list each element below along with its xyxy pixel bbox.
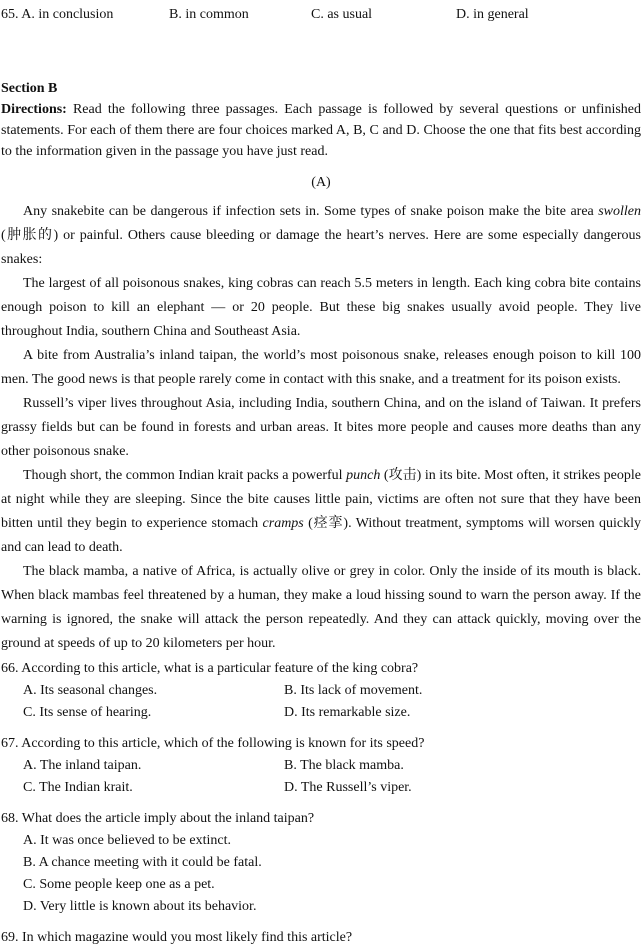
question-65-option-a: 65. A. in conclusion [1, 7, 114, 22]
question-68-options [1, 830, 641, 918]
question-67-option-d: D. The Russell’s viper. [284, 780, 412, 795]
question-65-options-row [1, 6, 641, 24]
passage-paragraph-4 [1, 392, 641, 464]
italic-term-punch: punch [346, 468, 381, 483]
passage-paragraph-5 [1, 464, 641, 560]
question-67-option-a: A. The inland taipan. [23, 758, 142, 773]
question-68-option-b: B. A chance meeting with it could be fatal. [23, 855, 262, 870]
directions-label: Directions: [1, 102, 67, 117]
question-68-option-d: D. Very little is known about its behavior. [23, 899, 257, 914]
passage-text-segment: The largest of all poisonous snakes, king cobras can reach 5.5 meters in length. Each king cobra bite contains enough poison to kill an elephant — or 20 people. But these big snakes usually avoid people. They live throughout India, southern China and Southeast Asia. [1, 276, 641, 339]
question-66-option-a: A. Its seasonal changes. [23, 683, 158, 698]
passage-text-segment: Though short, the common Indian krait packs a powerful [23, 468, 347, 483]
question-66-option-d: D. Its remarkable size. [284, 705, 411, 720]
question-66-stem: 66. According to this article, what is a particular feature of the king cobra? [1, 661, 419, 676]
question-68-option-a: A. It was once believed to be extinct. [23, 833, 231, 848]
question-65-option-d: D. in general [456, 7, 529, 22]
question-65-option-b: B. in common [169, 7, 249, 22]
italic-term-swollen: swollen [598, 204, 641, 219]
directions-paragraph [1, 99, 641, 162]
question-67-option-c: C. The Indian krait. [23, 780, 133, 795]
question-67-stem: 67. According to this article, which of the following is known for its speed? [1, 736, 425, 751]
question-66-option-b: B. Its lack of movement. [284, 683, 423, 698]
italic-term-cramps: cramps [262, 516, 304, 531]
question-68-stem: 68. What does the article imply about the inland taipan? [1, 811, 315, 826]
passage-text-segment: (攻击) in its bite. Most often, it strikes people at night while they are sleeping. Since the bite causes little pain, victims are often not sure that they have been bitten until they begin to experience stomach [1, 468, 641, 531]
passage-text-segment: A bite from Australia’s inland taipan, the world’s most poisonous snake, releases enough poison to kill 100 men. The good news is that people rarely come in contact with this snake, and a treatment for its poison exists. [1, 348, 641, 387]
passage-paragraph-1 [1, 200, 641, 272]
question-66 [1, 658, 641, 724]
question-68 [1, 808, 641, 918]
passage-text-segment: Any snakebite can be dangerous if infection sets in. Some types of snake poison make the bite area [23, 204, 599, 219]
question-69-stem: 69. In which magazine would you most likely find this article? [1, 930, 353, 945]
question-69 [1, 927, 641, 949]
question-68-option-c: C. Some people keep one as a pet. [23, 877, 215, 892]
passage-paragraph-2 [1, 272, 641, 344]
section-b-heading: Section B [1, 81, 58, 96]
question-66-options [1, 680, 641, 724]
passage-paragraph-3 [1, 344, 641, 392]
question-65-option-c: C. as usual [311, 7, 373, 22]
passage-paragraph-6 [1, 560, 641, 656]
question-67-options [1, 755, 641, 799]
passage-title: (A) [311, 175, 331, 190]
directions-text: Read the following three passages. Each passage is followed by several questions or unfinished statements. For each of them there are four choices marked A, B, C and D. Choose the one that fits best according to the information given in the passage you have just read. [1, 102, 641, 159]
question-66-option-c: C. Its sense of hearing. [23, 705, 152, 720]
passage-body [1, 200, 641, 656]
question-67 [1, 733, 641, 799]
passage-text-segment: (痉挛). Without treatment, symptoms will worsen quickly and can lead to death. [1, 516, 641, 555]
passage-text-segment: The black mamba, a native of Africa, is actually olive or grey in color. Only the inside of its mouth is black. When black mambas feel threatened by a human, they make a loud hissing sound to warn the person away. If the warning is ignored, the snake will attack the person repeatedly. And they can attack quickly, moving over the ground at speeds of up to 20 kilometers per hour. [1, 564, 641, 651]
passage-text-segment: (肿胀的) or painful. Others cause bleeding or damage the heart’s nerves. Here are some especially dangerous snakes: [1, 228, 641, 267]
passage-text-segment: Russell’s viper lives throughout Asia, including India, southern China, and on the island of Taiwan. It prefers grassy fields but can be found in forests and urban areas. It bites more people and causes more deaths than any other poisonous snake. [1, 396, 641, 459]
questions-section [1, 658, 641, 949]
question-67-option-b: B. The black mamba. [284, 758, 404, 773]
